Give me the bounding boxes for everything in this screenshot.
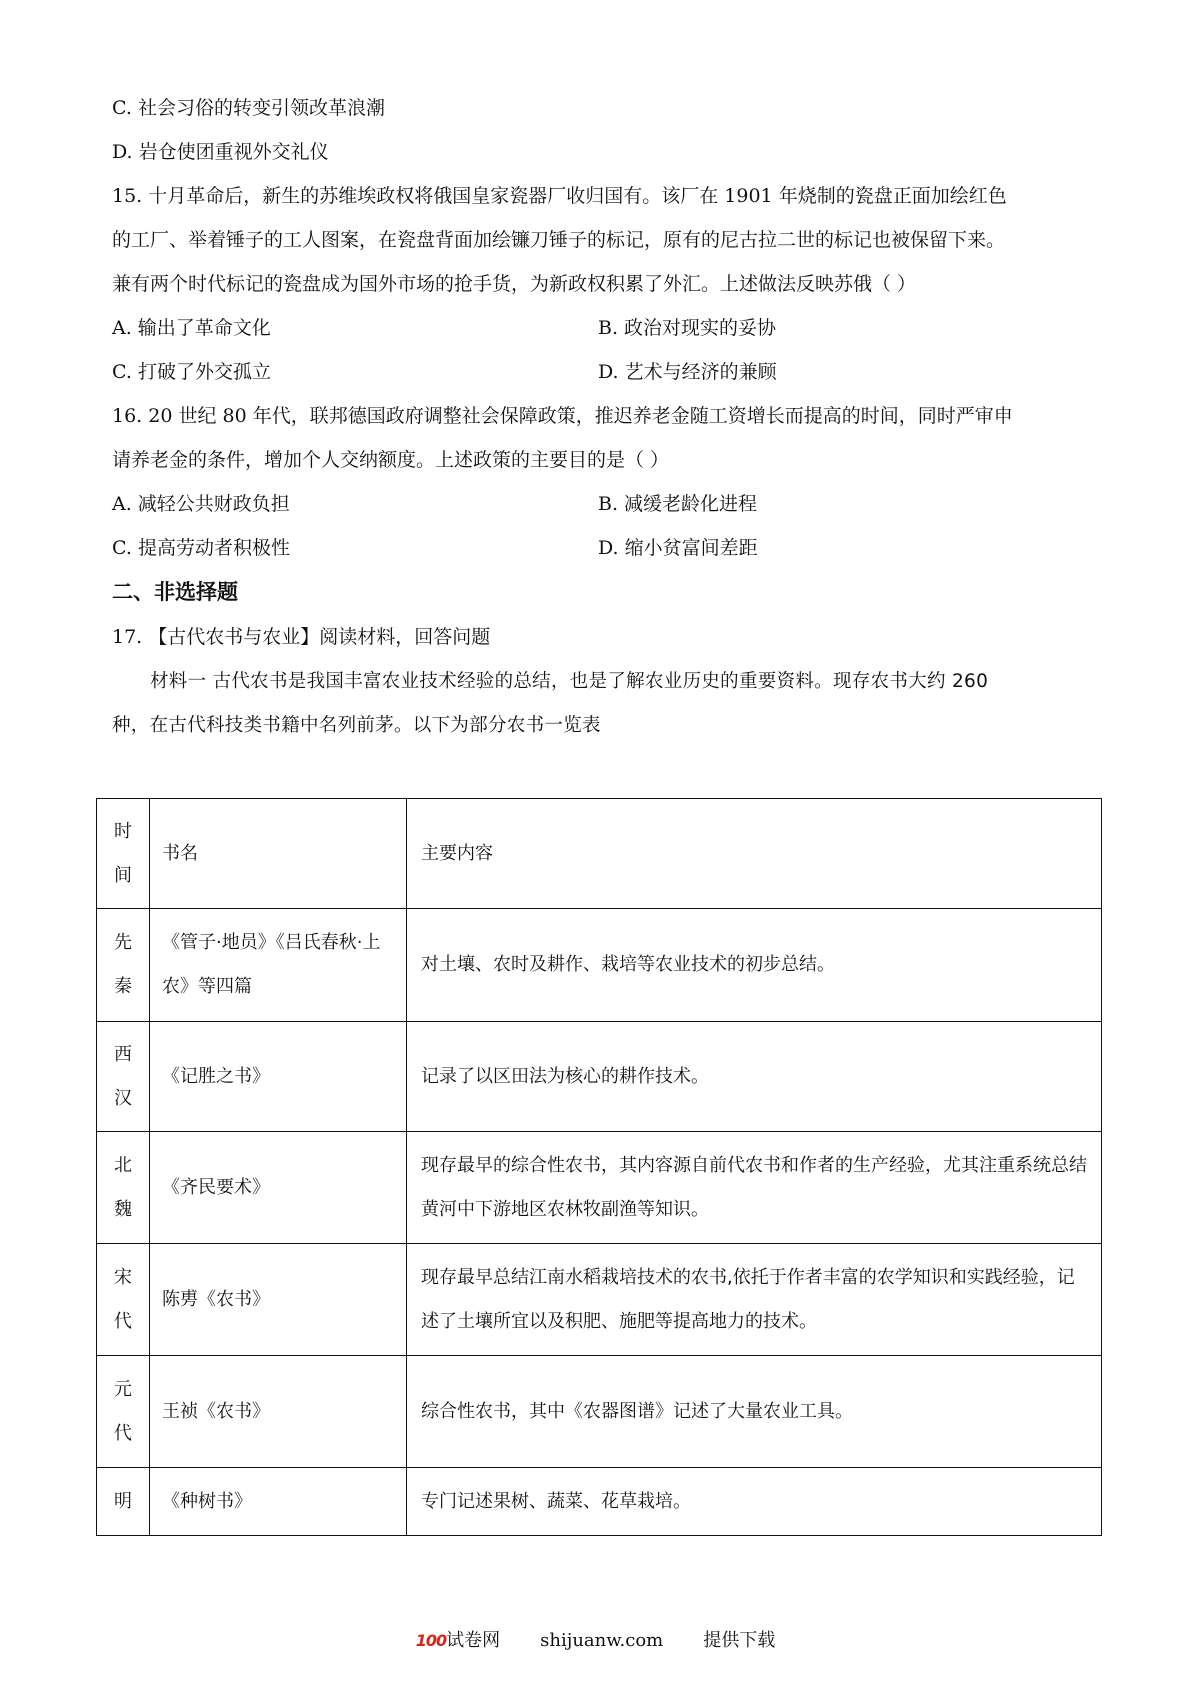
site-name: 试卷网 [446,1630,501,1651]
table-row [97,1132,1102,1244]
row-content: 现存最早的综合性农书，其内容源自前代农书和作者的生产经验，尤其注重系统总结黄河中下游地区农林牧副渔等知识。 [407,1132,1102,1244]
site-logo: 100 [415,1631,447,1650]
table-row [97,1468,1102,1536]
row-content: 综合性农书，其中《农器图谱》记述了大量农业工具。 [407,1356,1102,1468]
q16-stem-line-2: 请养老金的条件，增加个人交纳额度。上述政策的主要目的是（ ） [112,449,670,471]
q16-option-b: B. 减缓老龄化进程 [598,493,758,515]
site-domain[interactable]: shijuanw.com [540,1630,664,1651]
row-book-title: 《齐民要术》 [150,1132,407,1244]
row-era: 明 [97,1468,150,1536]
agricultural-books-table [96,798,1102,1536]
row-book-title: 《管子·地员》《吕氏春秋·上农》等四篇 [150,909,407,1022]
row-content: 对土壤、农时及耕作、栽培等农业技术的初步总结。 [407,909,1102,1022]
q16-option-a: A. 减轻公共财政负担 [112,493,290,515]
q14-option-d: D. 岩仓使团重视外交礼仪 [112,141,329,163]
q17-material-line-2: 种，在古代科技类书籍中名列前茅。以下为部分农书一览表 [112,715,601,736]
q15-option-a: A. 输出了革命文化 [112,317,271,339]
row-book-title: 陈旉《农书》 [150,1244,407,1356]
row-content: 记录了以区田法为核心的耕作技术。 [407,1022,1102,1132]
download-note: 提供下载 [703,1630,776,1651]
row-book-title: 《种树书》 [150,1468,407,1536]
row-era: 先秦 [97,909,150,1022]
row-era: 元代 [97,1356,150,1468]
q14-option-c: C. 社会习俗的转变引领改革浪潮 [112,97,385,119]
header-era: 时间 [97,799,150,909]
row-book-title: 《记胜之书》 [150,1022,407,1132]
section-title: 二、非选择题 [112,580,238,604]
table-row [97,1244,1102,1356]
table-row [97,909,1102,1022]
row-era: 西汉 [97,1022,150,1132]
row-era: 宋代 [97,1244,150,1356]
q16-option-d: D. 缩小贫富间差距 [598,537,758,559]
table-header-row [97,799,1102,909]
q15-option-b: B. 政治对现实的妥协 [598,317,777,339]
page-footer [0,1626,1191,1652]
q15-stem-line-2: 的工厂、举着锤子的工人图案，在瓷盘背面加绘镰刀锤子的标记，原有的尼古拉二世的标记也被保留下来。 [112,229,1006,251]
header-main-content: 主要内容 [407,799,1102,909]
q15-stem-line-1: 15. 十月革命后，新生的苏维埃政权将俄国皇家瓷器厂收归国有。该厂在 1901 年烧制的瓷盘正面加绘红色 [112,185,1007,207]
header-book-title: 书名 [150,799,407,909]
q15-option-c: C. 打破了外交孤立 [112,361,271,383]
q16-stem-line-1: 16. 20 世纪 80 年代，联邦德国政府调整社会保障政策，推迟养老金随工资增长而提高的时间，同时严审申 [112,405,1013,427]
q15-option-d: D. 艺术与经济的兼顾 [598,361,777,383]
row-book-title: 王祯《农书》 [150,1356,407,1468]
q16-option-c: C. 提高劳动者积极性 [112,537,290,559]
table-row [97,1356,1102,1468]
q17-heading: 17. 【古代农书与农业】阅读材料，回答问题 [112,626,491,648]
row-era: 北魏 [97,1132,150,1244]
q17-material-line-1: 材料一 古代农书是我国丰富农业技术经验的总结，也是了解农业历史的重要资料。现存农书大约 260 [150,671,989,692]
row-content: 现存最早总结江南水稻栽培技术的农书,依托于作者丰富的农学知识和实践经验，记述了土壤所宜以及积肥、施肥等提高地力的技术。 [407,1244,1102,1356]
row-content: 专门记述果树、蔬菜、花草栽培。 [407,1468,1102,1536]
q15-stem-line-3: 兼有两个时代标记的瓷盘成为国外市场的抢手货，为新政权积累了外汇。上述做法反映苏俄（ ） [112,273,917,295]
table-row [97,1022,1102,1132]
